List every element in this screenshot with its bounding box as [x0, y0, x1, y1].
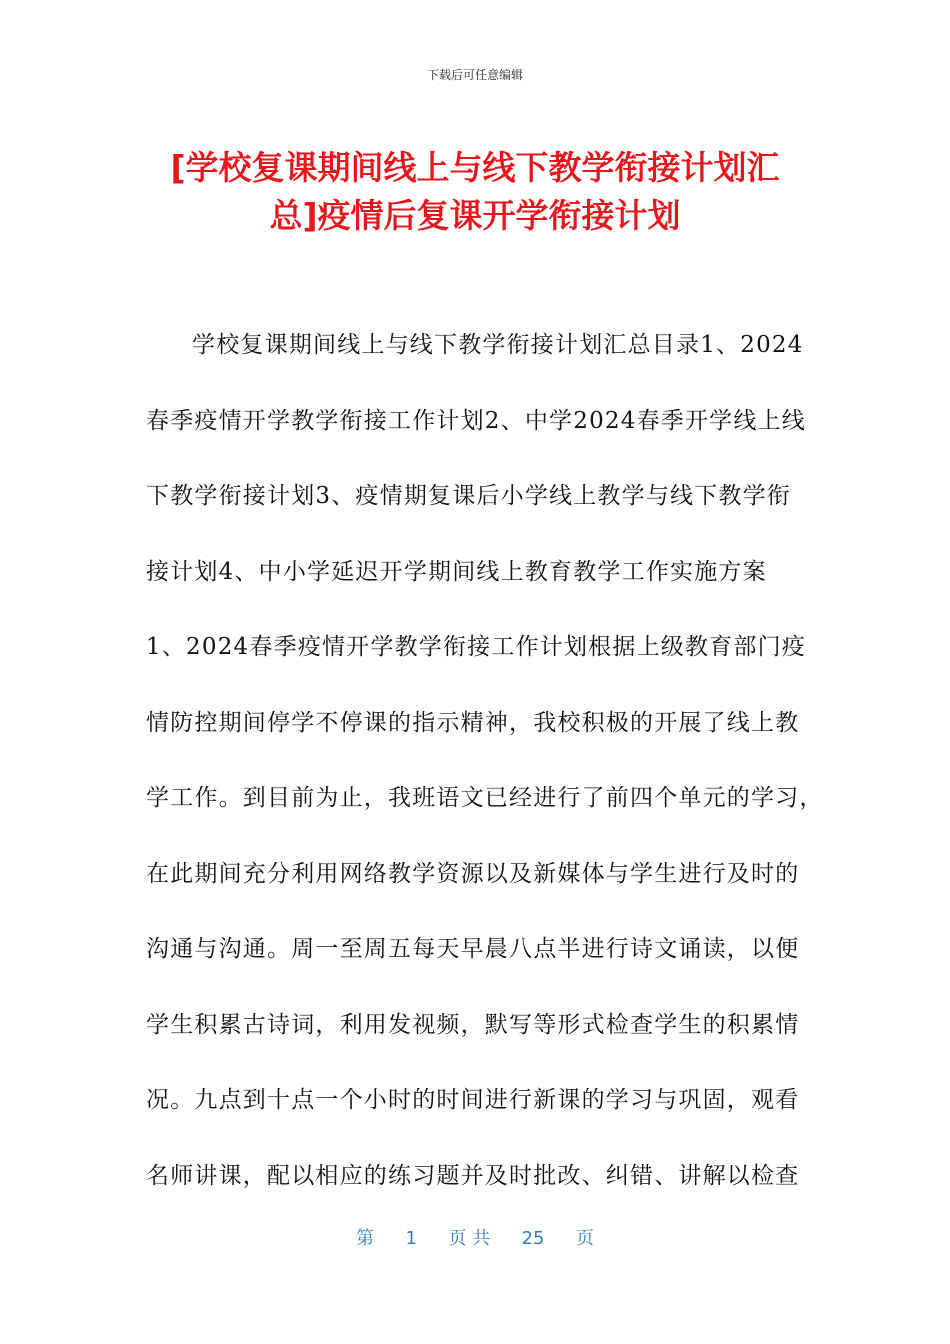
footer-page-mid: 页 共 [448, 1228, 491, 1249]
body-line: 学工作。到目前为止，我班语文已经进行了前四个单元的学习， [146, 785, 824, 811]
body-line: 接计划4、中小学延迟开学期间线上教育教学工作实施方案 [146, 558, 767, 585]
document-title [150, 144, 800, 240]
body-line: 学校复课期间线上与线下教学衔接计划汇总目录1、2024 [192, 332, 804, 358]
body-line: 在此期间充分利用网络教学资源以及新媒体与学生进行及时的 [146, 860, 800, 887]
header-note: 下载后可任意编辑 [426, 68, 523, 82]
footer-page-number: 1 [405, 1228, 417, 1249]
title-line-1: [学校复课期间线上与线下教学衔接计划汇 [170, 148, 780, 187]
body-line: 学生积累古诗词，利用发视频，默写等形式检查学生的积累情 [146, 1011, 800, 1038]
body-text [146, 320, 824, 1226]
title-line-2: 总]疫情后复课开学衔接计划 [269, 196, 681, 235]
footer-page-suffix: 页 [575, 1228, 594, 1249]
footer-total-pages: 25 [521, 1228, 545, 1249]
body-line: 名师讲课，配以相应的练习题并及时批改、纠错、讲解以检查 [146, 1162, 800, 1189]
body-line: 沟通与沟通。周一至周五每天早晨八点半进行诗文诵读，以便 [146, 936, 800, 962]
body-line: 况。九点到十点一个小时的时间进行新课的学习与巩固，观看 [146, 1087, 800, 1113]
body-line: 春季疫情开学教学衔接工作计划2、中学2024春季开学线上线 [146, 407, 806, 434]
body-line: 1、2024春季疫情开学教学衔接工作计划根据上级教育部门疫 [146, 634, 806, 660]
page-footer [0, 1224, 950, 1250]
footer-page-prefix: 第 [356, 1228, 375, 1249]
body-line: 情防控期间停学不停课的指示精神，我校积极的开展了线上教 [146, 709, 800, 736]
body-line: 下教学衔接计划3、疫情期复课后小学线上教学与线下教学衔 [146, 483, 792, 509]
